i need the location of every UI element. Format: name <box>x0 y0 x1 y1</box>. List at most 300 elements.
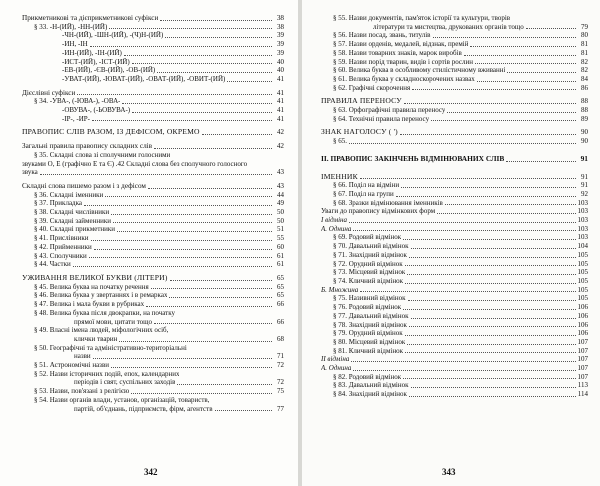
toc-entry <box>22 361 284 370</box>
toc-entry <box>22 335 284 344</box>
toc-entry <box>22 326 284 335</box>
toc-entry <box>22 208 284 217</box>
toc-entry <box>321 207 588 216</box>
toc-entry-title: § 35. Складні слова зі сполучними голосними <box>34 150 171 159</box>
dot-leader <box>90 46 272 47</box>
dot-leader <box>437 213 575 214</box>
dot-leader <box>409 396 576 397</box>
toc-entry <box>22 300 284 309</box>
toc-entry <box>22 128 284 137</box>
dot-leader <box>407 274 575 275</box>
toc-entry <box>22 274 284 283</box>
toc-entry-title: § 74. Кличний відмінок <box>333 276 403 285</box>
toc-entry-page: 105 <box>577 294 588 303</box>
toc-entry-title: § 57. Назви орденів, медалей, відзнак, премій <box>333 40 469 49</box>
toc-entry-page: 90 <box>581 128 588 137</box>
dot-leader <box>124 55 272 56</box>
toc-entry <box>321 66 588 75</box>
toc-entry <box>321 251 588 260</box>
dot-leader <box>132 63 272 64</box>
dot-leader <box>105 196 272 197</box>
dot-leader <box>360 178 576 179</box>
toc-entry <box>22 260 284 269</box>
toc-entry-title: § 36. Складні іменники <box>34 190 104 199</box>
toc-entry-page: 103 <box>577 207 588 216</box>
toc-entry-title: -ИСТ-(ИЙ), -ІСТ-(ИЙ) <box>62 57 130 66</box>
toc-entry <box>22 58 284 67</box>
toc-entry-title: § 82. Родовий відмінок <box>333 372 402 381</box>
toc-entry-page: 41 <box>277 97 284 106</box>
dot-leader <box>404 103 576 104</box>
toc-entry <box>321 364 588 373</box>
toc-entry-page: 43 <box>277 168 284 177</box>
dot-leader <box>411 318 576 319</box>
toc-entry <box>321 40 588 49</box>
dot-leader <box>411 387 576 388</box>
toc-entry <box>22 160 284 169</box>
toc-entry <box>22 234 284 243</box>
dot-leader <box>405 283 576 284</box>
toc-entry-title: § 40. Складні прикметники <box>34 225 116 234</box>
toc-entry <box>22 75 284 84</box>
dot-leader <box>351 361 575 362</box>
toc-entry <box>22 396 284 405</box>
toc-entry <box>22 23 284 32</box>
toc-entry-title: А. Однина <box>321 364 352 373</box>
toc-entry-page: 40 <box>277 66 284 75</box>
dot-leader <box>409 326 576 327</box>
dot-leader <box>132 112 272 113</box>
toc-entry-title: § 69. Родовий відмінок <box>333 233 402 242</box>
toc-entry-title: § 70. Давальний відмінок <box>333 242 409 251</box>
toc-entry-page: 92 <box>581 189 588 198</box>
toc-entry-page: 51 <box>277 225 284 234</box>
toc-entry-title: § 54. Назви органів влади, установ, організацій, товариств, <box>34 395 210 404</box>
dot-leader <box>131 393 272 394</box>
toc-entry <box>321 225 588 234</box>
toc-entry-title: § 58. Назви товарних знаків, марок виробів <box>333 48 462 57</box>
toc-entry-page: 114 <box>577 390 588 399</box>
dot-leader <box>405 265 576 266</box>
toc-entry-title: -ЕВ-(ИЙ), -ЄВ-(ИЙ), -ОВ-(ИЙ) <box>62 66 156 75</box>
toc-entry-page: 90 <box>581 137 588 146</box>
toc-entry-page: 44 <box>277 190 284 199</box>
toc-entry-title: Прикметникові та дієприкметникові суфікси <box>22 14 159 22</box>
dot-leader <box>445 204 576 205</box>
dot-leader <box>407 344 575 345</box>
toc-entry-page: 72 <box>277 361 284 370</box>
left-page <box>0 0 298 486</box>
toc-entry <box>321 294 588 303</box>
toc-entry-title: Дієслівні суфікси <box>22 88 76 97</box>
toc-entry-title: § 44. Частки <box>34 260 71 269</box>
toc-entry-title: Складні слова пишемо разом і з дефісом <box>22 181 146 190</box>
dot-leader <box>84 205 272 206</box>
dot-leader <box>117 231 272 232</box>
toc-entry-title: партій, об'єднань, підприємств, фірм, агентств <box>74 404 213 413</box>
toc-entry-title: § 59. Назви порід тварин, видів і сортів рослин <box>333 57 473 66</box>
toc-entry-title: Б. Множина <box>321 285 359 294</box>
dot-leader <box>93 358 272 359</box>
dot-leader <box>227 81 272 82</box>
toc-entry-title: клички тварин <box>74 334 118 343</box>
toc-entry-page: 39 <box>277 40 284 49</box>
toc-entry <box>321 128 588 137</box>
toc-entry-page: 105 <box>577 268 588 277</box>
toc-entry-page: 68 <box>277 334 284 343</box>
toc-entry-page: 104 <box>577 242 588 251</box>
toc-right <box>321 14 588 399</box>
toc-entry-page: 81 <box>581 48 588 57</box>
toc-entry-title: § 49. Власні імена людей, міфологічних осіб, <box>34 326 169 335</box>
toc-entry <box>22 370 284 379</box>
toc-entry-title: літератури та мистецтва, друкованих органів тощо <box>373 22 524 31</box>
toc-entry <box>321 23 588 32</box>
toc-entry-page: 84 <box>581 74 588 83</box>
toc-entry-title: § 51. Астрономічні назви <box>34 361 110 370</box>
toc-entry <box>22 387 284 396</box>
dot-leader <box>411 248 576 249</box>
toc-entry <box>22 405 284 414</box>
dot-leader <box>507 72 576 73</box>
dot-leader <box>464 55 576 56</box>
toc-entry <box>321 155 588 164</box>
toc-entry <box>321 347 588 356</box>
toc-entry <box>22 243 284 252</box>
toc-entry-title: § 68. Зразки відмінювання іменників <box>333 198 443 207</box>
toc-entry-title: § 63. Орфографічні правила переносу <box>333 106 446 115</box>
toc-entry-title: § 53. Назви, пов'язані з релігією <box>34 387 130 396</box>
toc-entry-title: § 45. Велика буква на початку речення <box>34 282 149 291</box>
page-number-right: 343 <box>442 467 456 477</box>
toc-entry-page: 65 <box>277 273 284 282</box>
toc-entry-page: 39 <box>277 31 284 40</box>
toc-entry <box>22 97 284 106</box>
toc-entry-page: 77 <box>277 404 284 413</box>
toc-entry-title: § 67. Поділ на групи <box>333 189 394 198</box>
dot-leader <box>353 370 575 371</box>
toc-entry-page: 65 <box>277 282 284 291</box>
toc-entry-page: 42 <box>276 142 284 151</box>
dot-leader <box>113 222 272 223</box>
toc-entry-title: § 39. Складні займенники <box>34 216 111 225</box>
toc-entry <box>321 31 588 40</box>
dot-leader <box>405 352 576 353</box>
toc-entry <box>22 31 284 40</box>
toc-entry-title: § 50. Географічні та адміністративно-територіальні <box>34 343 187 352</box>
toc-entry-title: І відміна <box>321 216 347 225</box>
toc-entry-page: 41 <box>276 88 284 97</box>
toc-entry <box>321 173 588 182</box>
dot-leader <box>148 188 272 189</box>
toc-entry <box>22 49 284 58</box>
toc-entry-page: 75 <box>277 387 284 396</box>
toc-entry-page: 105 <box>577 259 588 268</box>
dot-leader <box>40 174 272 175</box>
toc-entry-title: Загальні правила правопису складних слів <box>22 142 153 151</box>
toc-entry <box>22 378 284 387</box>
dot-leader <box>403 378 575 379</box>
toc-entry-page: 105 <box>577 276 588 285</box>
toc-entry-page: 50 <box>277 216 284 225</box>
toc-entry-page: 105 <box>577 285 588 294</box>
toc-entry-page: 103 <box>577 216 588 225</box>
toc-entry <box>22 291 284 300</box>
dot-leader <box>405 335 576 336</box>
dot-leader <box>447 112 576 113</box>
toc-entry-title: § 46. Велика буква у звертаннях і в ремарках <box>34 291 168 300</box>
toc-entry-page: 82 <box>581 66 588 75</box>
toc-entry-page: 41 <box>277 106 284 115</box>
toc-entry-page: 39 <box>277 48 284 57</box>
toc-entry <box>22 309 284 318</box>
dot-leader <box>409 257 576 258</box>
toc-entry-title: § 62. Графічні скорочення <box>333 83 411 92</box>
toc-entry <box>321 277 588 286</box>
toc-entry-page: 106 <box>577 329 588 338</box>
toc-entry-page: 61 <box>277 251 284 260</box>
dot-leader <box>403 309 575 310</box>
dot-leader <box>109 28 272 29</box>
toc-entry-page: 80 <box>581 31 588 40</box>
toc-entry-page: 103 <box>577 233 588 242</box>
toc-entry <box>321 355 588 364</box>
toc-entry-title: УЖИВАННЯ ВЕЛИКОЇ БУКВИ (ЛІТЕРИ) <box>22 273 168 282</box>
toc-entry-title: назви <box>74 352 91 361</box>
right-page <box>302 0 600 486</box>
dot-leader <box>400 134 576 135</box>
toc-entry <box>321 242 588 251</box>
toc-entry-title: § 48. Велика буква після двокрапки, на початку <box>34 308 176 317</box>
dot-leader <box>165 37 272 38</box>
toc-entry <box>22 283 284 292</box>
dot-leader <box>202 134 272 135</box>
dot-leader <box>349 222 576 223</box>
toc-entry-title: ІІ. ПРАВОПИС ЗАКІНЧЕНЬ ВІДМІНЮВАНИХ СЛІВ <box>321 154 505 163</box>
dot-leader <box>396 196 576 197</box>
toc-entry-title: § 52. Назви історичних подій, епох, календарних <box>34 369 180 378</box>
toc-entry-title: А. Однина <box>321 224 352 233</box>
toc-entry-title: § 71. Знахідний відмінок <box>333 250 407 259</box>
toc-entry-page: 89 <box>581 114 588 123</box>
dot-leader <box>151 288 272 289</box>
toc-entry-title: § 79. Орудний відмінок <box>333 329 403 338</box>
dot-leader <box>170 280 272 281</box>
toc-entry <box>22 106 284 115</box>
toc-entry-title: прямої мови, цитати тощо <box>74 317 153 326</box>
toc-entry-title: ІМЕННИК <box>321 172 358 181</box>
toc-entry-page: 72 <box>277 378 284 387</box>
toc-entry-title: § 55. Назви документів, пам'яток історії та культури, творів <box>333 14 511 22</box>
dot-leader <box>526 28 576 29</box>
toc-entry-title: § 83. Давальний відмінок <box>333 381 409 390</box>
toc-entry <box>321 312 588 321</box>
dot-leader <box>73 266 272 267</box>
toc-entry-title: ІІ відміна <box>321 355 350 364</box>
dot-leader <box>169 297 272 298</box>
toc-entry-title: § 38. Складні числівники <box>34 208 110 217</box>
dot-leader <box>119 341 272 342</box>
toc-entry-title: § 72. Орудний відмінок <box>333 259 403 268</box>
toc-entry-page: 38 <box>276 14 284 22</box>
dot-leader <box>470 46 576 47</box>
dot-leader <box>177 384 272 385</box>
dot-leader <box>146 306 272 307</box>
toc-entry-title: ПРАВОПИС СЛІВ РАЗОМ, ІЗ ДЕФІСОМ, ОКРЕМО <box>22 128 200 137</box>
dot-leader <box>111 214 272 215</box>
toc-entry-title: звуками О, Е (графічно Е та Є) .42 Складні слова без сполучного голосного <box>22 159 248 168</box>
toc-entry-page: 41 <box>277 74 284 83</box>
toc-entry <box>321 75 588 84</box>
dot-leader <box>91 240 272 241</box>
toc-entry <box>321 390 588 399</box>
dot-leader <box>412 89 576 90</box>
toc-entry <box>321 303 588 312</box>
dot-leader <box>360 291 575 292</box>
toc-entry <box>321 106 588 115</box>
toc-entry <box>321 268 588 277</box>
toc-entry-page: 65 <box>277 291 284 300</box>
toc-entry-page: 71 <box>277 352 284 361</box>
toc-entry-title: Уваги до правопису відмінкових форм <box>321 207 436 216</box>
toc-entry-page: 105 <box>577 250 588 259</box>
toc-entry-title: § 78. Знахідний відмінок <box>333 320 407 329</box>
toc-entry <box>22 344 284 353</box>
toc-entry-page: 91 <box>580 154 588 163</box>
dot-leader <box>160 20 272 21</box>
toc-entry <box>22 182 284 191</box>
toc-entry-title: § 34. -УВА-, (-ЮВА-), -ОВА- <box>34 97 121 106</box>
toc-entry-title: § 56. Назви посад, звань, титулів <box>333 31 431 40</box>
toc-entry-page: 107 <box>577 364 588 373</box>
toc-entry <box>321 260 588 269</box>
toc-entry <box>321 321 588 330</box>
toc-entry <box>22 225 284 234</box>
toc-entry-page: 41 <box>277 114 284 123</box>
dot-leader <box>154 323 272 324</box>
toc-entry <box>22 40 284 49</box>
toc-entry-title: § 81. Кличний відмінок <box>333 346 403 355</box>
toc-entry <box>321 137 588 146</box>
toc-entry-page: 106 <box>577 311 588 320</box>
toc-entry-page: 55 <box>277 234 284 243</box>
toc-entry-title: § 33. -Н-(ИЙ), -НН-(ИЙ) <box>34 22 108 31</box>
toc-entry-page: 107 <box>577 337 588 346</box>
toc-entry-page: 66 <box>277 300 284 309</box>
toc-entry-page: 49 <box>277 199 284 208</box>
toc-entry <box>321 329 588 338</box>
toc-entry-title: звука <box>22 168 38 177</box>
dot-leader <box>477 81 576 82</box>
toc-entry-page: 38 <box>277 22 284 31</box>
toc-entry <box>22 252 284 261</box>
dot-leader <box>122 103 272 104</box>
toc-entry <box>22 151 284 160</box>
toc-entry <box>22 318 284 327</box>
toc-entry-title: § 77. Давальний відмінок <box>333 311 409 320</box>
dot-leader <box>401 187 576 188</box>
toc-entry-page: 81 <box>581 40 588 49</box>
toc-entry <box>321 181 588 190</box>
toc-entry-title: § 66. Поділ на відміни <box>333 181 400 190</box>
toc-entry <box>321 190 588 199</box>
toc-entry <box>321 49 588 58</box>
toc-entry <box>321 14 588 23</box>
toc-entry-page: 106 <box>577 320 588 329</box>
dot-leader <box>157 72 272 73</box>
toc-entry-page: 88 <box>581 106 588 115</box>
toc-entry <box>22 66 284 75</box>
toc-entry <box>22 352 284 361</box>
toc-entry-page: 106 <box>577 303 588 312</box>
toc-entry <box>321 115 588 124</box>
toc-entry-page: 86 <box>581 83 588 92</box>
toc-entry-page: 91 <box>581 172 588 181</box>
toc-entry-page: 107 <box>577 355 588 364</box>
toc-entry <box>321 97 588 106</box>
toc-entry-page: 61 <box>277 260 284 269</box>
toc-entry-page: 103 <box>577 224 588 233</box>
toc-entry <box>22 89 284 98</box>
toc-entry-title: ПРАВИЛА ПЕРЕНОСУ <box>321 97 402 106</box>
dot-leader <box>431 120 576 121</box>
toc-entry <box>321 381 588 390</box>
toc-entry-title: § 73. Місцевий відмінок <box>333 268 406 277</box>
toc-entry-page: 113 <box>577 381 588 390</box>
page-number-left: 342 <box>144 467 158 477</box>
toc-entry-title: § 64. Технічні правила переносу <box>333 114 430 123</box>
dot-leader <box>433 37 577 38</box>
toc-entry <box>22 142 284 151</box>
toc-entry-title: § 37. Прикладка <box>34 199 83 208</box>
dot-leader <box>77 94 272 95</box>
toc-entry-title: § 60. Велика буква в особливому стилістичному вживанні <box>333 66 506 75</box>
toc-entry-title: § 47. Велика і мала букви в рубриках <box>34 300 145 309</box>
toc-entry <box>22 191 284 200</box>
toc-entry <box>22 14 284 23</box>
toc-entry-title: § 43. Сполучники <box>34 251 87 260</box>
toc-entry-title: -ИН, -ІН <box>62 40 88 49</box>
toc-entry-title: періодів і свят, суспільних заходів <box>74 378 176 387</box>
toc-entry-title: -ИН-(ИЙ), -ІН-(ИЙ) <box>62 48 122 57</box>
toc-entry-title: § 42. Прийменники <box>34 242 92 251</box>
toc-entry-title: § 76. Родовий відмінок <box>333 303 402 312</box>
dot-leader <box>89 257 272 258</box>
toc-entry-page: 103 <box>577 198 588 207</box>
toc-entry-title: -ЧН-(ИЙ), -ШН-(ИЙ), -(Ч)Н-(ИЙ) <box>62 31 164 40</box>
dot-leader <box>506 161 576 162</box>
toc-entry <box>321 286 588 295</box>
toc-entry-page: 107 <box>577 372 588 381</box>
toc-entry-title: § 61. Велика буква у складноскорочених назвах <box>333 74 475 83</box>
toc-entry-title: § 80. Місцевий відмінок <box>333 337 406 346</box>
dot-leader <box>349 143 576 144</box>
dot-leader <box>92 120 272 121</box>
toc-entry <box>321 338 588 347</box>
toc-entry <box>321 199 588 208</box>
toc-entry <box>321 216 588 225</box>
toc-entry-page: 91 <box>581 181 588 190</box>
toc-entry-page: 82 <box>581 57 588 66</box>
toc-entry <box>22 217 284 226</box>
dot-leader <box>94 249 272 250</box>
toc-entry-title: § 41. Прислівники <box>34 234 89 243</box>
toc-entry-title: -ОВУВА-, (-ЬОВУВА-) <box>62 106 131 115</box>
dot-leader <box>408 300 576 301</box>
toc-entry-page: 79 <box>581 22 588 31</box>
toc-entry <box>22 168 284 177</box>
toc-entry-title: -УВАТ-(ИЙ), -ЮВАТ-(ИЙ), -ОВАТ-(ИЙ), -ОВИТ-(ИЙ) <box>62 74 226 83</box>
